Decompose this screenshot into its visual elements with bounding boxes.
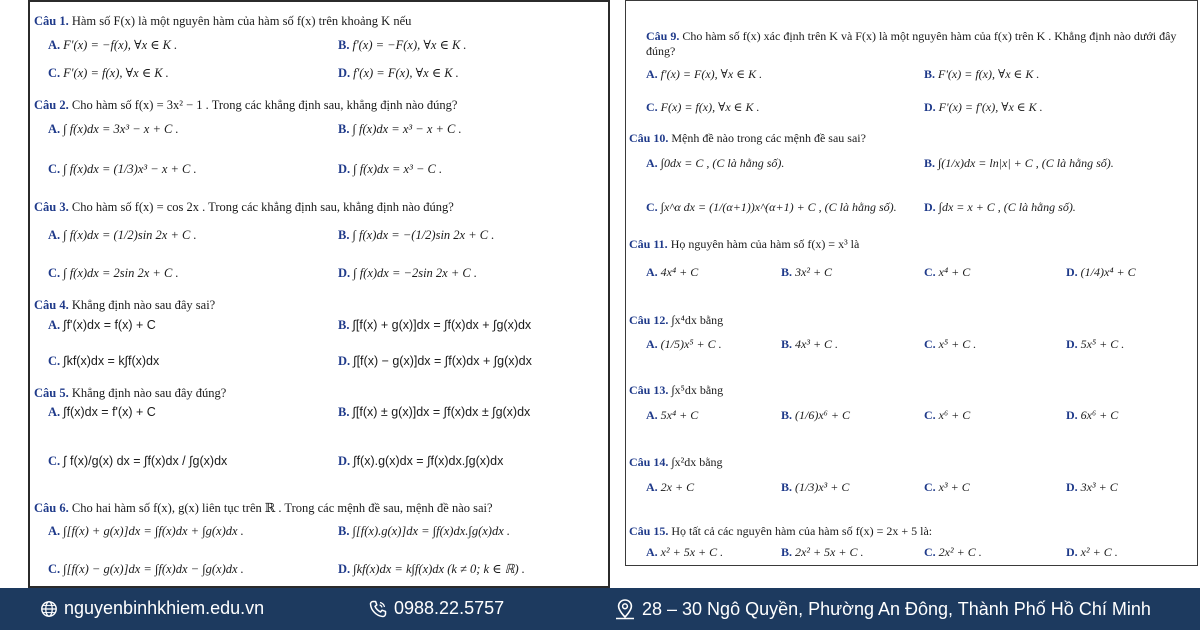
option-d: D. ∫kf(x)dx = k∫f(x)dx (k ≠ 0; k ∈ ℝ) . — [338, 562, 525, 576]
question-12 — [629, 313, 723, 328]
question-number: Câu 12. — [629, 313, 669, 327]
question-number: Câu 15. — [629, 524, 669, 538]
option-d: D. 6x⁶ + C — [1066, 408, 1119, 422]
option-b: B. ∫[f(x) + g(x)]dx = ∫f(x)dx + ∫g(x)dx — [338, 318, 532, 332]
question-stem: ∫x⁵dx bằng — [671, 383, 724, 397]
contact-footer — [0, 588, 1200, 630]
option-a: A. ∫ f(x)dx = (1/2)sin 2x + C . — [48, 228, 197, 242]
right-worksheet-panel — [625, 0, 1198, 566]
globe-icon — [40, 600, 58, 618]
question-stem: Cho hàm số f(x) xác định trên K và F(x) là một nguyên hàm của f(x) trên K . Khẳng định nào dưới đây đúng? — [646, 29, 1177, 58]
option-a: A. (1/5)x⁵ + C . — [646, 337, 722, 351]
question-stem: ∫x²dx bằng — [671, 455, 723, 469]
option-d: D. ∫f(x).g(x)dx = ∫f(x)dx.∫g(x)dx — [338, 454, 504, 468]
address-text-group — [614, 598, 1151, 620]
phone-icon — [368, 599, 388, 619]
question-stem: Mệnh đề nào trong các mệnh đề sau sai? — [671, 131, 866, 145]
option-a: A. ∫f'(x)dx = f(x) + C — [48, 318, 156, 332]
option-b: B. ∫(1/x)dx = ln|x| + C , (C là hằng số). — [924, 156, 1114, 170]
option-c: C. x⁵ + C . — [924, 337, 977, 351]
option-a: A. f'(x) = F(x), ∀x ∈ K . — [646, 67, 763, 81]
question-number: Câu 5. — [34, 386, 69, 400]
option-c: C. F(x) = f(x), ∀x ∈ K . — [646, 100, 760, 114]
question-number: Câu 1. — [34, 14, 69, 28]
question-stem: Khẳng định nào sau đây sai? — [71, 298, 216, 312]
question-5 — [34, 386, 226, 401]
option-b: B. 2x² + 5x + C . — [781, 545, 864, 559]
question-4 — [34, 298, 215, 313]
phone-text: 0988.22.5757 — [394, 598, 505, 618]
option-d: D. x² + C . — [1066, 545, 1118, 559]
option-d: D. ∫ f(x)dx = x³ − C . — [338, 162, 443, 176]
question-11 — [629, 237, 859, 252]
option-d: D. ∫dx = x + C , (C là hằng số). — [924, 200, 1076, 214]
question-number: Câu 14. — [629, 455, 669, 469]
website-link[interactable] — [40, 598, 264, 619]
option-a: A. 5x⁴ + C — [646, 408, 699, 422]
question-2 — [34, 98, 457, 113]
option-c: C. ∫[f(x) − g(x)]dx = ∫f(x)dx − ∫g(x)dx . — [48, 562, 244, 576]
question-number: Câu 10. — [629, 131, 669, 145]
option-a: A. 2x + C — [646, 480, 695, 494]
question-3 — [34, 200, 454, 215]
phone-link[interactable] — [368, 598, 504, 619]
left-worksheet-panel — [28, 0, 610, 588]
question-number: Câu 4. — [34, 298, 69, 312]
question-1 — [34, 14, 411, 29]
option-d: D. (1/4)x⁴ + C — [1066, 265, 1136, 279]
option-b: B. 3x² + C — [781, 265, 833, 279]
option-b: B. ∫[f(x).g(x)]dx = ∫f(x)dx.∫g(x)dx . — [338, 524, 510, 538]
option-c: C. F'(x) = f(x), ∀x ∈ K . — [48, 66, 169, 80]
question-stem: ∫x⁴dx bằng — [671, 313, 724, 327]
option-b: B. f'(x) = −F(x), ∀x ∈ K . — [338, 38, 467, 52]
option-a: A. x² + 5x + C . — [646, 545, 724, 559]
question-stem: Họ tất cả các nguyên hàm của hàm số f(x) = 2x + 5 là: — [671, 524, 933, 538]
question-stem: Hàm số F(x) là một nguyên hàm của hàm số f(x) trên khoảng K nếu — [71, 14, 412, 28]
question-stem: Cho hàm số f(x) = cos 2x . Trong các khẳng định sau, khẳng định nào đúng? — [71, 200, 454, 214]
question-15 — [629, 524, 932, 539]
question-14 — [629, 455, 723, 470]
option-c: C. x⁴ + C — [924, 265, 971, 279]
option-c: C. ∫ f(x)/g(x) dx = ∫f(x)dx / ∫g(x)dx — [48, 454, 228, 468]
option-c: C. x⁶ + C — [924, 408, 971, 422]
question-number: Câu 13. — [629, 383, 669, 397]
option-b: B. (1/6)x⁶ + C — [781, 408, 850, 422]
option-a: A. 4x⁴ + C — [646, 265, 699, 279]
question-9 — [646, 29, 1194, 59]
question-number: Câu 6. — [34, 501, 69, 515]
question-number: Câu 9. — [646, 29, 680, 43]
option-d: D. 5x⁵ + C . — [1066, 337, 1125, 351]
question-stem: Họ nguyên hàm của hàm số f(x) = x³ là — [670, 237, 860, 251]
question-stem: Cho hai hàm số f(x), g(x) liên tục trên ℝ . Trong các mệnh đề sau, mệnh đề nào sai? — [71, 501, 493, 515]
option-c: C. ∫ f(x)dx = 2sin 2x + C . — [48, 266, 179, 280]
option-d: D. ∫ f(x)dx = −2sin 2x + C . — [338, 266, 478, 280]
option-d: D. 3x³ + C — [1066, 480, 1118, 494]
question-number: Câu 3. — [34, 200, 69, 214]
question-number: Câu 2. — [34, 98, 69, 112]
question-13 — [629, 383, 723, 398]
option-c: C. ∫x^α dx = (1/(α+1))x^(α+1) + C , (C là hằng số). — [646, 200, 897, 214]
option-b: B. F'(x) = f(x), ∀x ∈ K . — [924, 67, 1040, 81]
option-c: C. 2x² + C . — [924, 545, 982, 559]
option-b: B. ∫[f(x) ± g(x)]dx = ∫f(x)dx ± ∫g(x)dx — [338, 405, 531, 419]
option-c: C. x³ + C — [924, 480, 970, 494]
option-b: B. (1/3)x³ + C — [781, 480, 850, 494]
question-number: Câu 11. — [629, 237, 668, 251]
address-text: 28 – 30 Ngô Quyền, Phường An Đông, Thành Phố Hồ Chí Minh — [642, 598, 1151, 619]
option-b: B. ∫ f(x)dx = x³ − x + C . — [338, 122, 462, 136]
option-d: D. ∫[f(x) − g(x)]dx = ∫f(x)dx + ∫g(x)dx — [338, 354, 532, 368]
option-c: C. ∫kf(x)dx = k∫f(x)dx — [48, 354, 160, 368]
question-stem: Cho hàm số f(x) = 3x² − 1 . Trong các khẳng định sau, khẳng định nào đúng? — [71, 98, 458, 112]
question-6 — [34, 501, 493, 516]
option-d: D. F'(x) = f'(x), ∀x ∈ K . — [924, 100, 1043, 114]
option-c: C. ∫ f(x)dx = (1/3)x³ − x + C . — [48, 162, 197, 176]
option-a: A. ∫0dx = C , (C là hằng số). — [646, 156, 785, 170]
option-b: B. 4x³ + C . — [781, 337, 839, 351]
option-a: A. ∫ f(x)dx = 3x³ − x + C . — [48, 122, 179, 136]
website-text: nguyenbinhkhiem.edu.vn — [64, 598, 265, 618]
option-a: A. ∫[f(x) + g(x)]dx = ∫f(x)dx + ∫g(x)dx . — [48, 524, 244, 538]
option-a: A. F'(x) = −f(x), ∀x ∈ K . — [48, 38, 178, 52]
question-10 — [629, 131, 866, 146]
question-stem: Khẳng định nào sau đây đúng? — [71, 386, 227, 400]
location-pin-icon — [614, 598, 636, 620]
option-b: B. ∫ f(x)dx = −(1/2)sin 2x + C . — [338, 228, 495, 242]
option-d: D. f'(x) = F(x), ∀x ∈ K . — [338, 66, 459, 80]
option-a: A. ∫f(x)dx = f'(x) + C — [48, 405, 156, 419]
